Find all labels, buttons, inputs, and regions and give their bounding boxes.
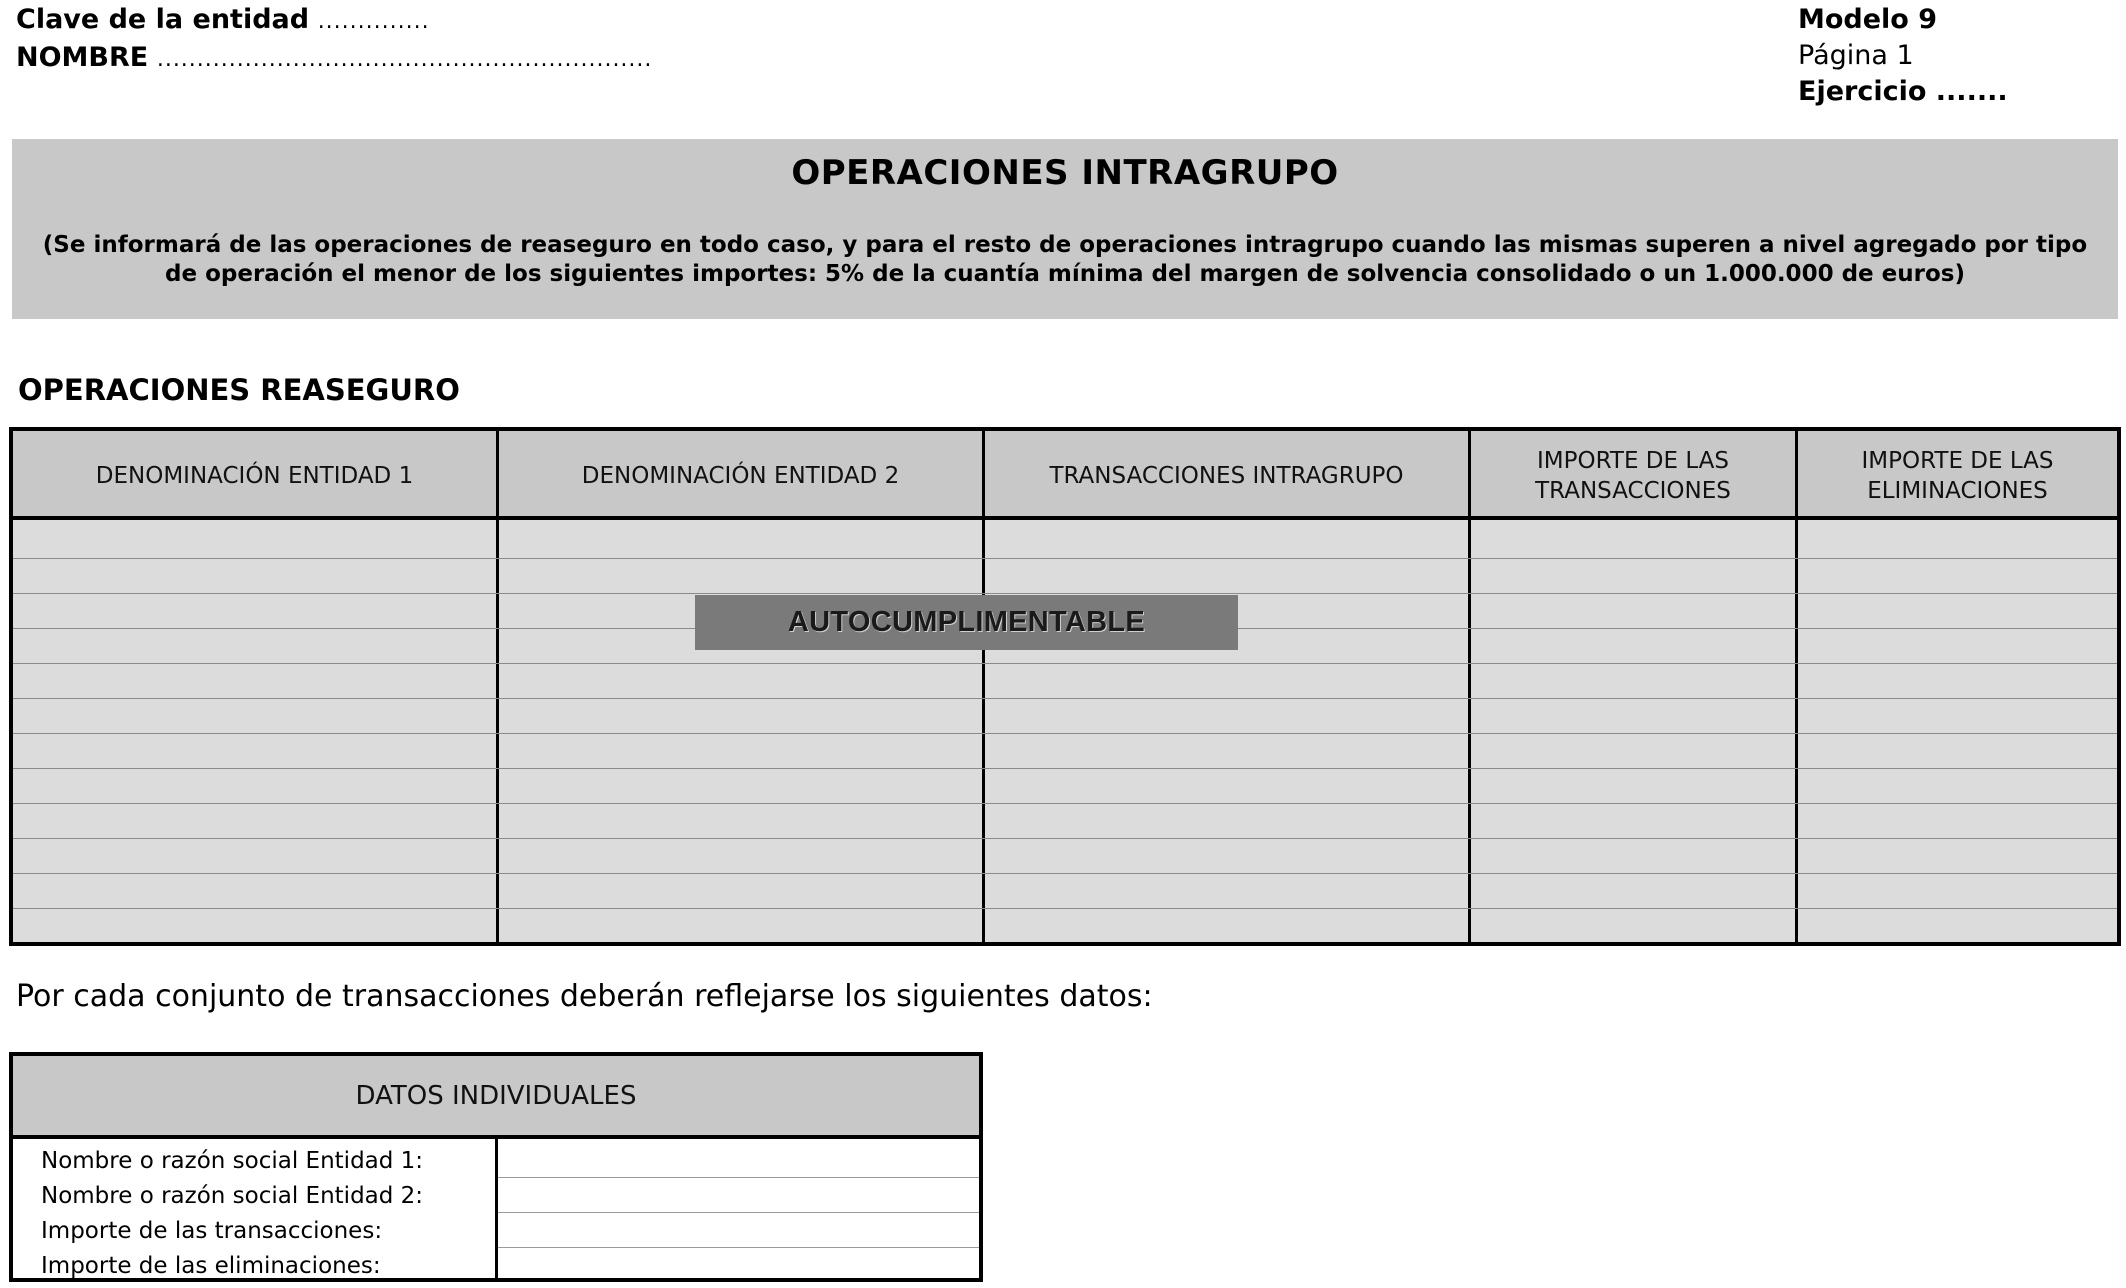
autofill-banner bbox=[695, 595, 1238, 650]
row-divider bbox=[495, 1177, 979, 1178]
entity-name-line bbox=[16, 40, 652, 78]
row-divider bbox=[13, 593, 2117, 594]
entity-name-label: NOMBRE bbox=[16, 42, 149, 73]
individual-data-label: Importe de las transacciones: bbox=[41, 1218, 383, 1244]
individual-data-table bbox=[9, 1052, 983, 1282]
entity-key-field[interactable]: .............. bbox=[317, 9, 430, 34]
row-divider bbox=[13, 873, 2117, 874]
row-divider bbox=[13, 558, 2117, 559]
reporting-note: (Se informará de las operaciones de reaseguro en todo caso, y para el resto de operaciones intragrupo cuando las mismas superen a nivel agregado por tipo de operación el menor de los siguientes importes: 5% de la cuantía mínima del margen de solvencia consolidado o un 1.000.000 de euros) bbox=[42, 232, 2088, 287]
row-divider bbox=[13, 908, 2117, 909]
individual-data-title: DATOS INDIVIDUALES bbox=[13, 1056, 979, 1139]
row-divider bbox=[13, 733, 2117, 734]
column-divider bbox=[1468, 431, 1471, 942]
reinsurance-section-title: OPERACIONES REASEGURO bbox=[18, 373, 460, 407]
row-divider bbox=[13, 838, 2117, 839]
column-header-entity-2: DENOMINACIÓN ENTIDAD 2 bbox=[581, 462, 900, 489]
row-divider bbox=[13, 803, 2117, 804]
column-header-elimination-amount: IMPORTE DE LAS ELIMINACIONES bbox=[1861, 447, 2054, 504]
title-banner bbox=[12, 139, 2118, 319]
column-divider bbox=[982, 431, 985, 942]
entity-name-field[interactable]: .............................................................. bbox=[156, 47, 653, 72]
column-header-transactions: TRANSACCIONES INTRAGRUPO bbox=[1049, 462, 1404, 489]
model-header bbox=[1798, 2, 2008, 110]
reinsurance-table-header bbox=[13, 431, 2117, 520]
column-header-transaction-amount: IMPORTE DE LAS TRANSACCIONES bbox=[1535, 447, 1731, 504]
row-divider bbox=[13, 663, 2117, 664]
entity-header bbox=[16, 2, 652, 78]
row-divider bbox=[13, 698, 2117, 699]
individual-data-label: Nombre o razón social Entidad 2: bbox=[41, 1183, 424, 1209]
page-number: Página 1 bbox=[1798, 40, 1914, 71]
column-divider bbox=[1795, 431, 1798, 942]
column-divider bbox=[495, 1139, 498, 1278]
page-title: OPERACIONES INTRAGRUPO bbox=[791, 153, 1339, 193]
row-divider bbox=[495, 1247, 979, 1248]
individual-data-label: Nombre o razón social Entidad 1: bbox=[41, 1148, 424, 1174]
column-header-entity-1: DENOMINACIÓN ENTIDAD 1 bbox=[95, 462, 414, 489]
model-number: Modelo 9 bbox=[1798, 4, 1938, 35]
reinsurance-table bbox=[9, 427, 2121, 946]
row-divider bbox=[13, 768, 2117, 769]
entity-key-line bbox=[16, 2, 652, 40]
entity-key-label: Clave de la entidad bbox=[16, 4, 310, 35]
autofill-label: AUTOCUMPLIMENTABLE bbox=[787, 606, 1146, 638]
individual-data-label: Importe de las eliminaciones: bbox=[41, 1253, 381, 1279]
column-divider bbox=[496, 431, 499, 942]
fiscal-year: Ejercicio ....... bbox=[1798, 76, 2008, 107]
row-divider bbox=[495, 1212, 979, 1213]
instruction-text: Por cada conjunto de transacciones deberán reflejarse los siguientes datos: bbox=[16, 979, 1153, 1014]
